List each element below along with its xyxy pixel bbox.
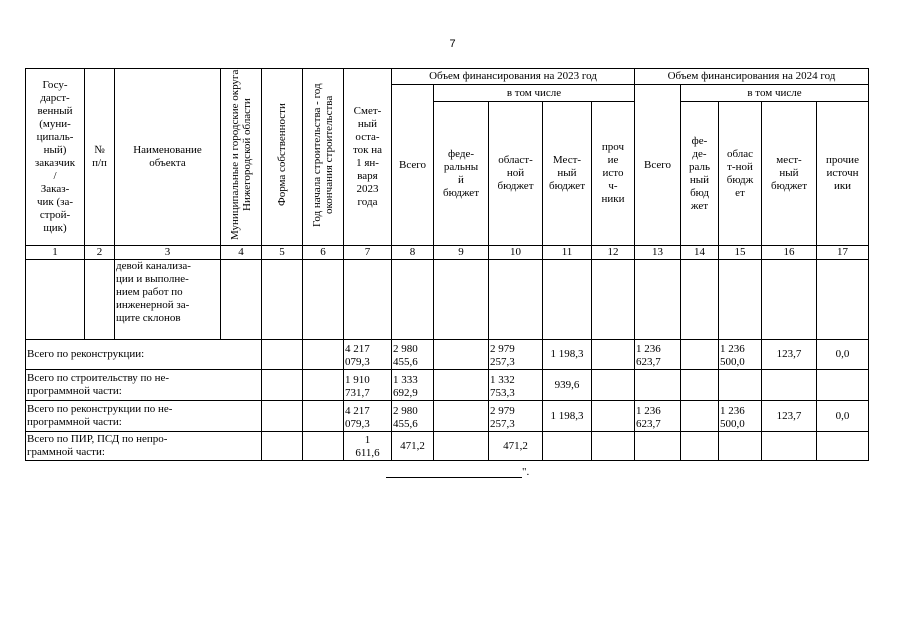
header-object-name: Наименование объекта: [115, 69, 221, 246]
cell-total-2024: 1 236 623,7: [635, 340, 681, 370]
object-name-continuation: девой канализа- ции и выполне- нием работ по инженерной за- щите склонов: [115, 260, 221, 340]
row-label: Всего по строительству по не- программной части:: [26, 370, 262, 401]
col-number: 12: [592, 246, 635, 260]
row-label: Всего по ПИР, ПСД по непро- граммной части:: [26, 432, 262, 461]
cell-local-2024: 123,7: [762, 340, 817, 370]
column-numbers-row: [26, 246, 869, 260]
table-row: [26, 401, 869, 432]
col-number: 1: [26, 246, 85, 260]
col-number: 17: [817, 246, 869, 260]
cell-estimate: 4 217 079,3: [344, 340, 392, 370]
col-number: 13: [635, 246, 681, 260]
cell-regional-2023: 2 979 257,3: [489, 340, 543, 370]
cell-other-2024: 0,0: [817, 401, 869, 432]
cell-total-2023: 2 980 455,6: [392, 340, 434, 370]
signature-line: [386, 467, 522, 478]
header-including-2024: в том числе: [681, 85, 869, 102]
header-other-2024: прочие источн ики: [817, 102, 869, 246]
cell-estimate: 1 910 731,7: [344, 370, 392, 401]
header-financing-2024: Объем финансирования на 2024 год: [635, 69, 869, 85]
table-row: [26, 370, 869, 401]
header-local-2024: мест- ный бюджет: [762, 102, 817, 246]
header-federal-2023: феде- ральны й бюджет: [434, 102, 489, 246]
header-regional-2023: област- ной бюджет: [489, 102, 543, 246]
col-number: 10: [489, 246, 543, 260]
cell-regional-2024: 1 236 500,0: [719, 401, 762, 432]
cell-regional-2023: 1 332 753,3: [489, 370, 543, 401]
cell-total-2024: 1 236 623,7: [635, 401, 681, 432]
col-number: 15: [719, 246, 762, 260]
closing-line: [386, 466, 529, 478]
header-including-2023: в том числе: [434, 85, 635, 102]
row-label: Всего по реконструкции по не- программной части:: [26, 401, 262, 432]
cell-regional-2023: 2 979 257,3: [489, 401, 543, 432]
header-total-2023: Всего: [392, 85, 434, 246]
cell-estimate: 4 217 079,3: [344, 401, 392, 432]
cell-total-2023: 2 980 455,6: [392, 401, 434, 432]
header-other-2023: проч ие исто ч- ники: [592, 102, 635, 246]
header-construction-years: Год начала строительства - год окончания строительства: [303, 69, 344, 246]
table-row: [26, 340, 869, 370]
col-number: 2: [85, 246, 115, 260]
cell-regional-2023: 471,2: [489, 432, 543, 461]
col-number: 4: [221, 246, 262, 260]
closing-quote: ".: [522, 466, 530, 478]
page-number: 7: [449, 38, 456, 50]
header-federal-2024: фе- де- раль ный бюд жет: [681, 102, 719, 246]
cell-regional-2024: 1 236 500,0: [719, 340, 762, 370]
table-row: [26, 432, 869, 461]
header-customer: Госу- дарст- венный (муни- ципаль- ный) заказчик / Заказ- чик (за- строй- щик): [26, 69, 85, 246]
col-number: 16: [762, 246, 817, 260]
col-number: 5: [262, 246, 303, 260]
col-number: 6: [303, 246, 344, 260]
row-label: Всего по реконструкции:: [26, 340, 262, 370]
header-local-2023: Мест- ный бюджет: [543, 102, 592, 246]
cell-estimate: 1 611,6: [344, 432, 392, 461]
financing-table: [25, 68, 869, 461]
col-number: 11: [543, 246, 592, 260]
col-number: 7: [344, 246, 392, 260]
header-number: № п/п: [85, 69, 115, 246]
header-ownership: Форма собственности: [262, 69, 303, 246]
cell-local-2023: 1 198,3: [543, 401, 592, 432]
header-financing-2023: Объем финансирования на 2023 год: [392, 69, 635, 85]
col-number: 8: [392, 246, 434, 260]
header-total-2024: Всего: [635, 85, 681, 246]
cell-other-2024: 0,0: [817, 340, 869, 370]
cell-total-2023: 1 333 692,9: [392, 370, 434, 401]
cell-local-2024: 123,7: [762, 401, 817, 432]
header-regional-2024: облас т-ной бюдж ет: [719, 102, 762, 246]
col-number: 9: [434, 246, 489, 260]
col-number: 14: [681, 246, 719, 260]
cell-local-2023: 1 198,3: [543, 340, 592, 370]
cell-local-2023: 939,6: [543, 370, 592, 401]
col-number: 3: [115, 246, 221, 260]
cell-total-2023: 471,2: [392, 432, 434, 461]
header-estimate-balance: Смет- ный оста- ток на 1 ян- варя 2023 года: [344, 69, 392, 246]
table-row: [26, 260, 869, 340]
header-municipalities: Муниципальные и городские округа Нижегородской области: [221, 69, 262, 246]
